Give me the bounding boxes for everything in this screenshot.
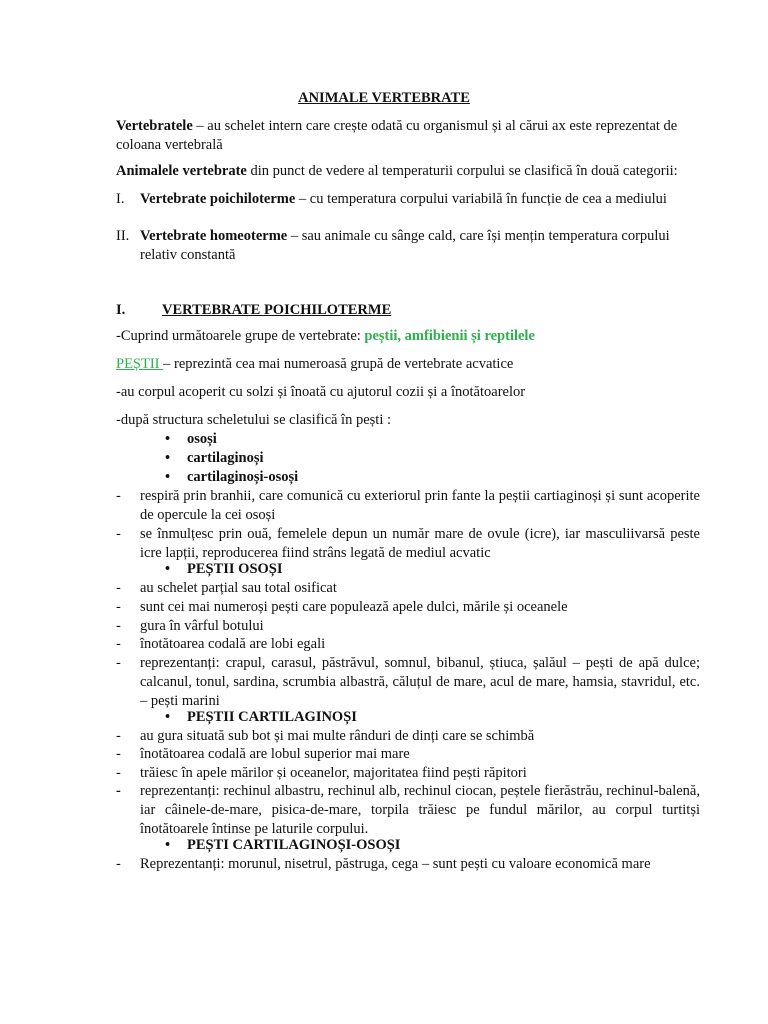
dash-glyph: - bbox=[116, 655, 121, 671]
dash-glyph: - bbox=[116, 488, 121, 504]
bullet-glyph: • bbox=[165, 469, 171, 485]
bullet-text: cartilaginoși bbox=[187, 450, 264, 466]
category-description: – sau animale cu sânge cald, care își mențin temperatura corpului relativ constantă bbox=[140, 228, 670, 263]
fish-term: PEȘTII bbox=[116, 356, 164, 372]
dash-text: înotătoarea codală are lobul superior mai mare bbox=[140, 746, 410, 762]
dash-text: sunt cei mai numeroși pești care populează apele dulci, mările și oceanele bbox=[140, 599, 568, 615]
dash-text: au gura situată sub bot și mai multe rânduri de dinți care se schimbă bbox=[140, 728, 535, 744]
classification-text: din punct de vedere al temperaturii corpului se clasifică în două categorii: bbox=[246, 163, 678, 179]
text-line: -au corpul acoperit cu solzi și înoată cu ajutorul cozii și a înotătoarelor bbox=[116, 384, 526, 400]
fish-definition bbox=[116, 355, 700, 374]
section-heading bbox=[116, 301, 391, 320]
category-text bbox=[140, 227, 702, 265]
groups-highlight: peștii, amfibienii și reptilele bbox=[364, 328, 535, 344]
dash-text: Reprezentanți: morunul, nisetrul, păstruga, cega – sunt pești cu valoare economică mare bbox=[140, 856, 651, 872]
dash-glyph: - bbox=[116, 618, 121, 634]
dash-glyph: - bbox=[116, 580, 121, 596]
intro-term: Vertebratele bbox=[116, 118, 193, 134]
bullet-glyph: • bbox=[165, 431, 171, 447]
bullet-glyph: • bbox=[165, 837, 171, 853]
dash-glyph: - bbox=[116, 765, 121, 781]
dash-glyph: - bbox=[116, 783, 121, 799]
category-description: – cu temperatura corpului variabilă în funcție de cea a mediului bbox=[295, 191, 667, 207]
bullet-text: PEȘTI CARTILAGINOȘI-OSOȘI bbox=[187, 837, 401, 853]
groups-lead: -Cuprind următoarele grupe de vertebrate: bbox=[116, 328, 365, 344]
dash-text: înotătoarea codală are lobi egali bbox=[140, 636, 326, 652]
intro-text: – au schelet intern care crește odată cu organismul și al cărui ax este reprezentat de coloana vertebrală bbox=[116, 118, 678, 153]
dash-text: reprezentanți: rechinul albastru, rechinul alb, rechinul ciocan, peștele fierăstrău, rechinul-balenă, iar câinele-de-mare, pisica-de-mare, torpila trăiesc pe fundul mărilor, au corpul turtitși înotătoarele întinse pe laturile corpului. bbox=[140, 783, 700, 837]
bullet-text: PEȘTII OSOȘI bbox=[187, 561, 283, 577]
dash-glyph: - bbox=[116, 526, 121, 542]
dash-glyph: - bbox=[116, 636, 121, 652]
dash-glyph: - bbox=[116, 728, 121, 744]
dash-glyph: - bbox=[116, 599, 121, 615]
dash-text: se înmulțesc prin ouă, femelele depun un număr mare de ovule (icre), iar masculiivarsă peste icre lapții, reproducerea fiind strâns legată de mediul acvatic bbox=[140, 526, 700, 561]
bullet-glyph: • bbox=[165, 709, 171, 725]
dash-text: respiră prin branhii, care comunică cu exteriorul prin fante la peștii cartiaginoși și sunt acoperite de opercule la cei osoși bbox=[140, 488, 700, 523]
bullet-text: cartilaginoși-osoși bbox=[187, 469, 299, 485]
category-term: Vertebrate homeoterme bbox=[140, 228, 288, 244]
dash-text: trăiesc în apele mărilor și oceanelor, majoritatea fiind pești răpitori bbox=[140, 765, 527, 781]
category-text bbox=[140, 190, 702, 209]
dash-glyph: - bbox=[116, 746, 121, 762]
category-term: Vertebrate poichiloterme bbox=[140, 191, 296, 207]
fish-text: – reprezintă cea mai numeroasă grupă de vertebrate acvatice bbox=[163, 356, 514, 372]
document-title: ANIMALE VERTEBRATE bbox=[298, 90, 470, 106]
bullet-glyph: • bbox=[165, 450, 171, 466]
bullet-text: osoși bbox=[187, 431, 217, 447]
dash-glyph: - bbox=[116, 856, 121, 872]
intro-paragraph bbox=[116, 117, 700, 155]
section-number: I. bbox=[116, 302, 126, 318]
dash-text: au schelet parțial sau total osificat bbox=[140, 580, 337, 596]
bullet-glyph: • bbox=[165, 561, 171, 577]
dash-text: reprezentanți: crapul, carasul, păstrăvul, somnul, bibanul, știuca, șalăul – pești de apă dulce; calcanul, tonul, sardina, scrumbia albastră, căluțul de mare, acul de mare, hamsia, stavridul, etc. – pești marini bbox=[140, 655, 700, 709]
bullet-text: PEȘTII CARTILAGINOȘI bbox=[187, 709, 357, 725]
groups-line bbox=[116, 327, 700, 346]
dash-text: gura în vârful botului bbox=[140, 618, 264, 634]
section-title: VERTEBRATE POICHILOTERME bbox=[162, 302, 392, 318]
text-line: -după structura scheletului se clasifică în pești : bbox=[116, 412, 392, 428]
classification-paragraph bbox=[116, 162, 700, 181]
classification-term: Animalele vertebrate bbox=[116, 163, 247, 179]
category-number: II. bbox=[116, 228, 130, 244]
category-number: I. bbox=[116, 191, 125, 207]
